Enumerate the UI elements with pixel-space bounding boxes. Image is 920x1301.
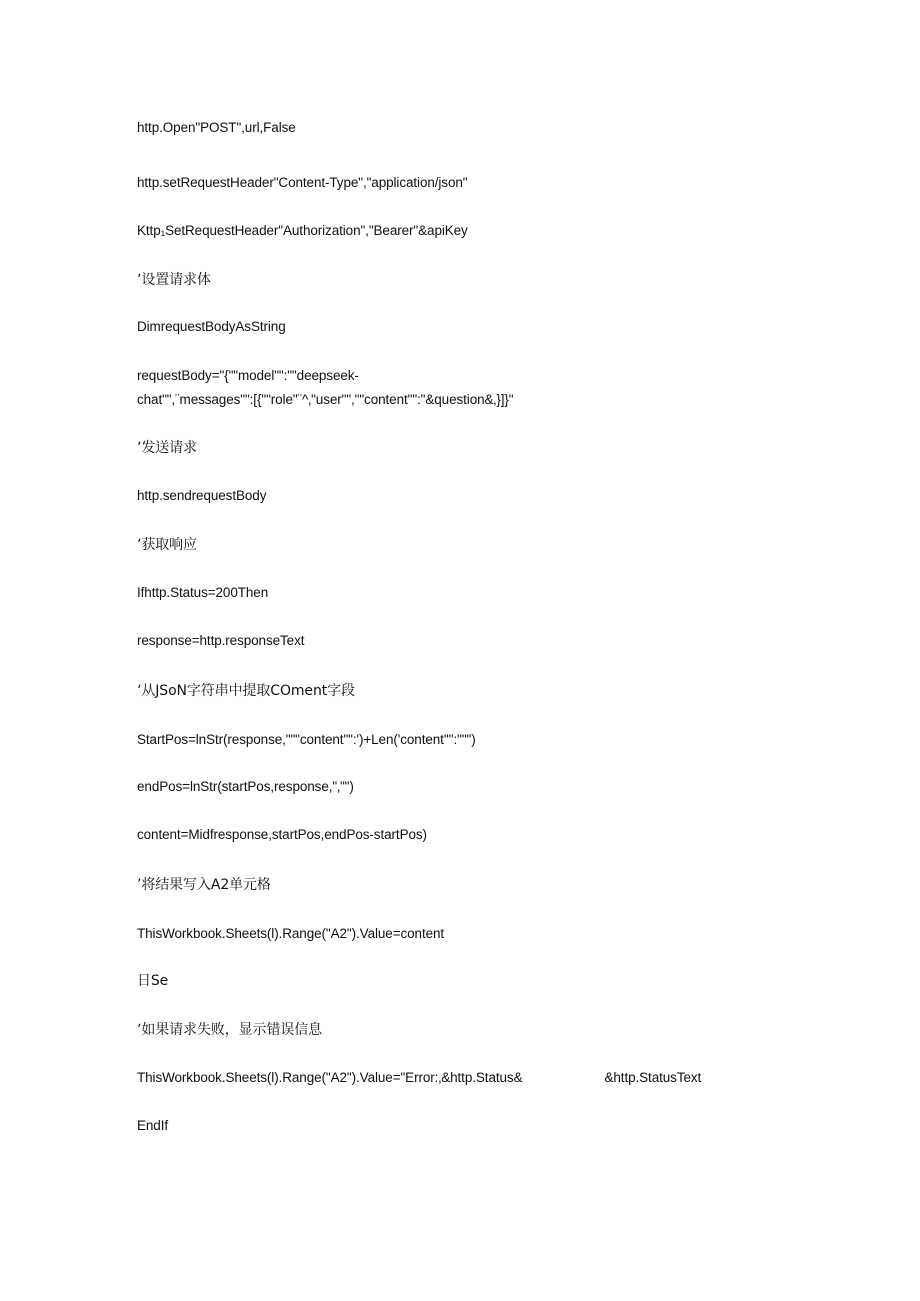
comment-set-request-body: ʼ设置请求体 — [137, 272, 211, 288]
comment-send-request: ʼ发送请求 — [137, 440, 197, 456]
code-line-write-value: ThisWorkbook.Sheets(l).Range("A2").Value=content — [137, 926, 445, 941]
code-line-http-send: http.sendrequestBody — [137, 488, 267, 503]
code-line-if-status: Ifhttp.Status=200Then — [137, 585, 269, 600]
comment-show-error: ʼ如果请求失败，显示错误信息 — [137, 1022, 323, 1038]
code-line-content-mid: content=Midfresponse,startPos,endPos-startPos) — [137, 827, 427, 842]
code-line-start-pos: StartPos=lnStr(response,"""content"":')+Len('content'"':""") — [137, 732, 476, 747]
code-line-request-body-part1: requestBody="{""model"":""deepseek- — [137, 368, 359, 383]
code-line-write-error — [137, 1067, 701, 1089]
code-line-request-body-part2: chat"",¨messages"":[{""role"¨^‚"user"",""content"":"&question&‚}]}" — [137, 392, 514, 407]
comment-get-response: ʼ获取响应 — [137, 537, 197, 553]
code-line-response-text: response=http.responseText — [137, 633, 305, 648]
code-line-dim-request-body: DimrequestBodyAsString — [137, 319, 286, 334]
code-line-end-if: EndIf — [137, 1118, 169, 1133]
code-line-write-error-left: ThisWorkbook.Sheets(l).Range("A2").Value="Error:‚&http.Status& — [137, 1070, 523, 1085]
comment-write-a2: ’将结果写入A2单元格 — [137, 877, 271, 893]
code-line-authorization-header: Kttp₁SetRequestHeader"Authorization","Bearer"&apiKey — [137, 223, 468, 238]
code-line-content-type-header: http.setRequestHeader"Content-Type","application/json" — [137, 175, 468, 190]
code-line-else: 日Se — [137, 973, 169, 989]
comment-extract-content: ʼ从JSoN字符串中提取COment字段 — [137, 683, 355, 699]
code-line-end-pos: endPos=lnStr(startPos,response,"‚"") — [137, 779, 354, 794]
code-line-write-error-right: &http.StatusText — [604, 1070, 702, 1085]
code-line-http-open: http.Open"POST",url,False — [137, 120, 296, 135]
